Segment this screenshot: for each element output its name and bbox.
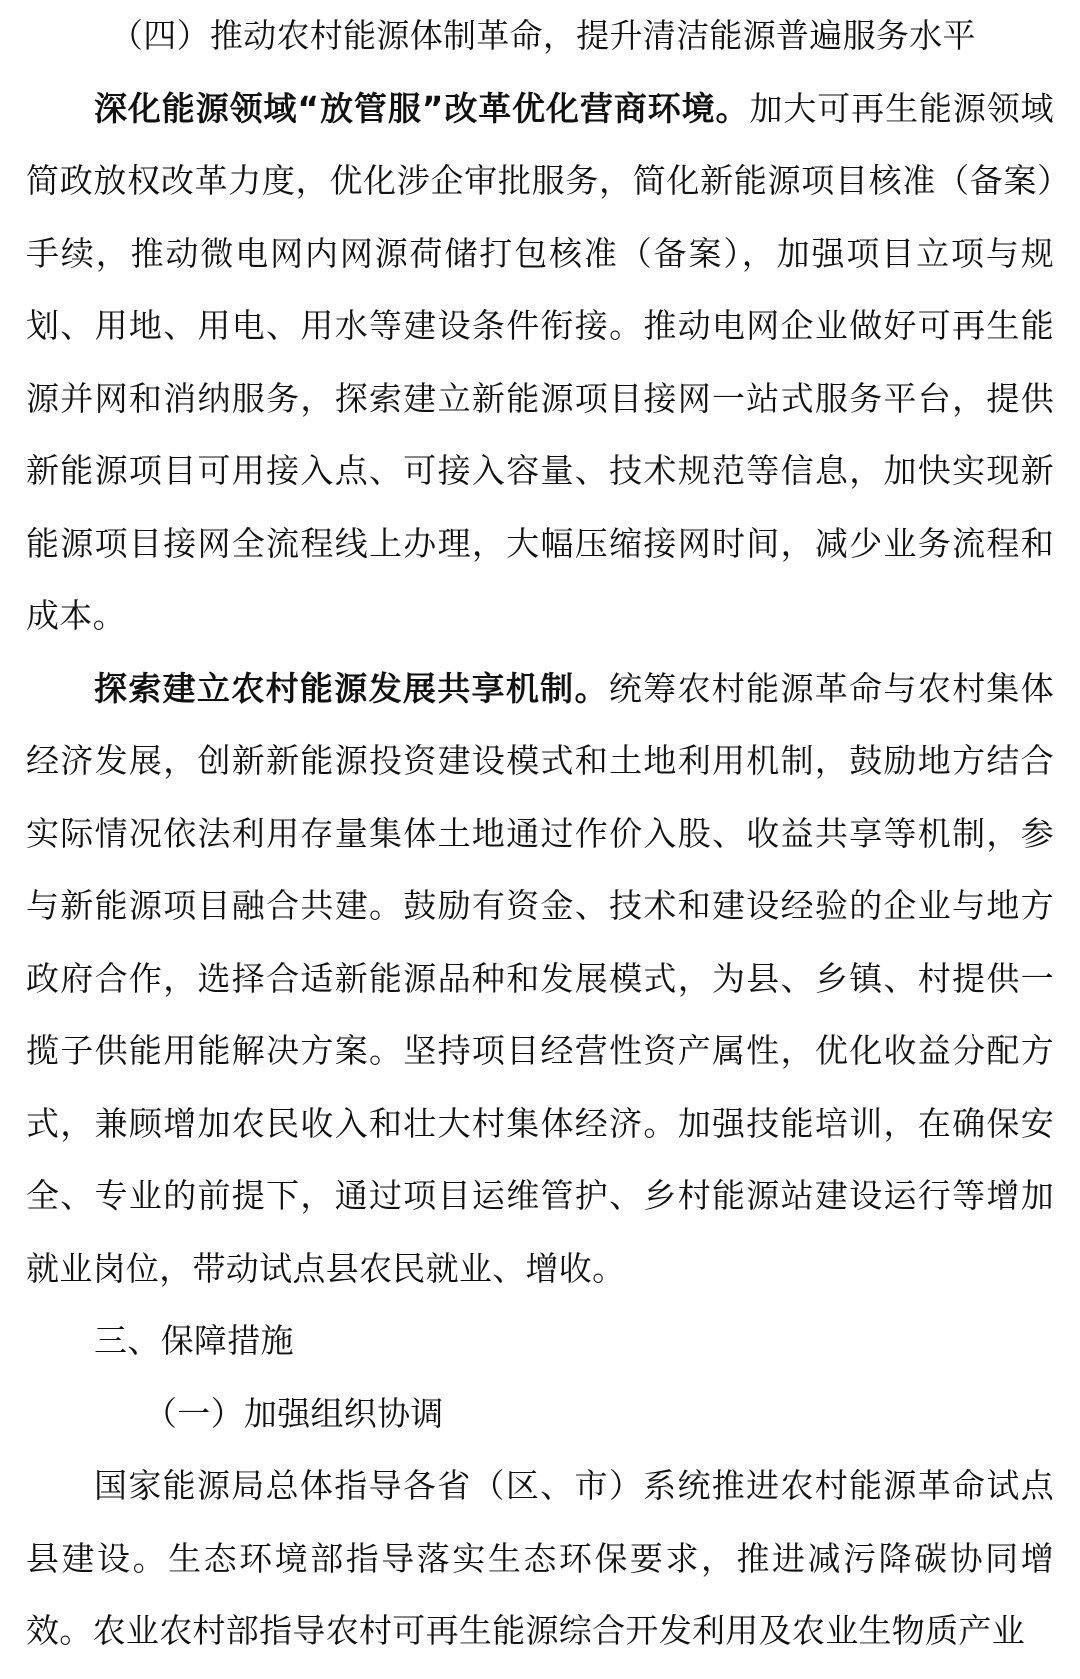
paragraph-organization bbox=[26, 1450, 1054, 1668]
paragraph-body-deepen-reform: 加大可再生能源领域简政放权改革力度，优化涉企审批服务，简化新能源项目核准（备案）手续，推动微电网内网源荷储打包核准（备案），加强项目立项与规划、用地、用电、用水等建设条件衔接。推动电网企业做好可再生能源并网和消纳服务，探索建立新能源项目接网一站式服务平台，提供新能源项目可用接入点、可接入容量、技术规范等信息，加快实现新能源项目接网全流程线上办理，大幅压缩接网时间，减少业务流程和成本。 bbox=[26, 88, 1054, 635]
document-page bbox=[26, 0, 1054, 1679]
paragraph-lead-sharing-mechanism: 探索建立农村能源发展共享机制。 bbox=[94, 668, 609, 708]
paragraph-body-sharing-mechanism: 统筹农村能源革命与农村集体经济发展，创新新能源投资建设模式和土地利用机制，鼓励地方结合实际情况依法利用存量集体土地通过作价入股、收益共享等机制，参与新能源项目融合共建。鼓励有资金、技术和建设经验的企业与地方政府合作，选择合适新能源品种和发展模式，为县、乡镇、村提供一揽子供能用能解决方案。坚持项目经营性资产属性，优化收益分配方式，兼顾增加农民收入和壮大村集体经济。加强技能培训，在确保安全、专业的前提下，通过项目运维管护、乡村能源站建设运行等增加就业岗位，带动试点县农民就业、增收。 bbox=[26, 668, 1054, 1288]
paragraph-deepen-reform bbox=[26, 73, 1054, 653]
paragraph-sharing-mechanism bbox=[26, 653, 1054, 1306]
section-heading-4: （四）推动农村能源体制革命，提升清洁能源普遍服务水平 bbox=[110, 16, 976, 55]
subsection-heading-1: （一）加强组织协调 bbox=[144, 1393, 444, 1433]
paragraph-body-organization: 国家能源局总体指导各省（区、市）系统推进农村能源革命试点县建设。生态环境部指导落实生态环保要求，推进减污降碳协同增效。农业农村部指导农村可再生能源综合开发利用及农业生物质产业 bbox=[26, 1466, 1054, 1650]
part-heading-3: 三、保障措施 bbox=[94, 1321, 294, 1360]
paragraph-lead-deepen-reform: 深化能源领域“放管服”改革优化营商环境。 bbox=[94, 88, 750, 128]
